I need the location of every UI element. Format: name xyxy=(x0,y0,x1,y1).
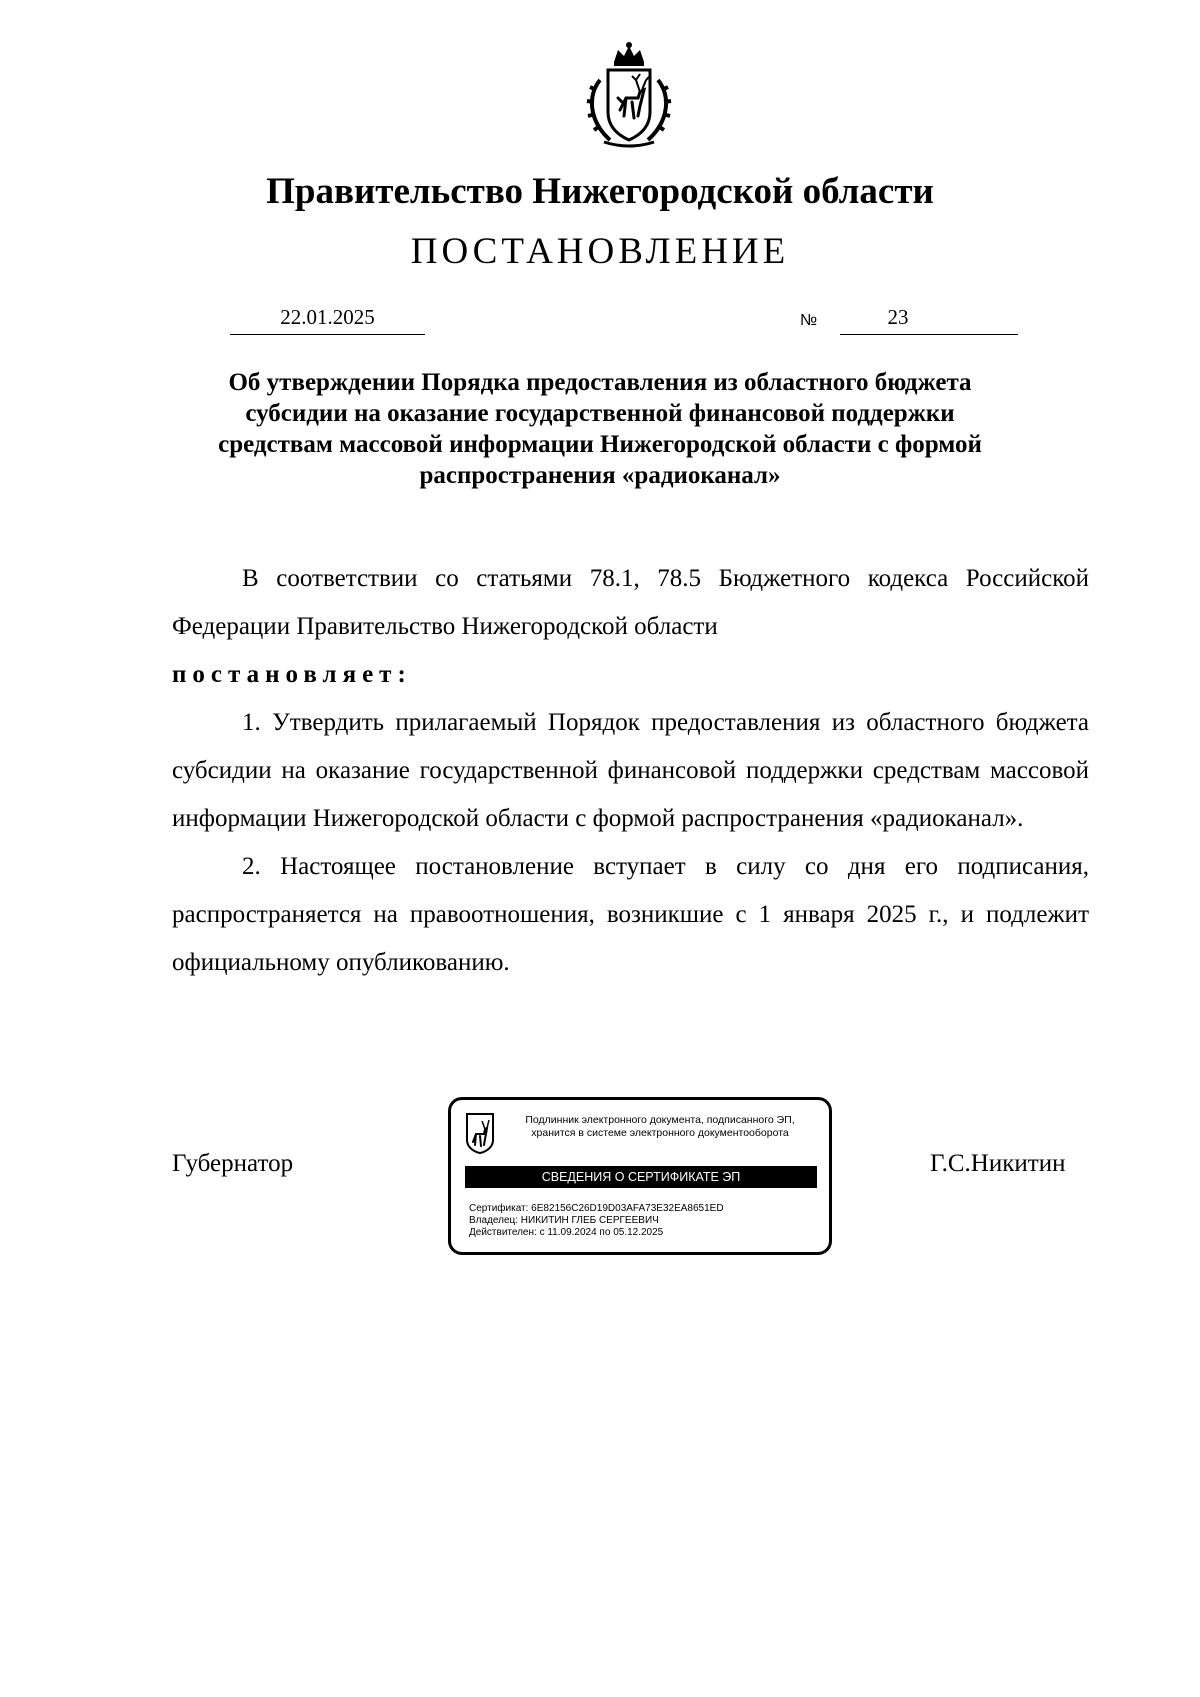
resolves-word: постановляет: xyxy=(172,661,412,688)
document-number: 23 xyxy=(887,305,909,329)
item-1: 1. Утвердить прилагаемый Порядок предоставления из областного бюджета субсидии на оказание государственной финансовой поддержки средствам массовой информации Нижегородской области с формой распространения «радиоканал». xyxy=(172,709,1089,832)
coat-of-arms-icon xyxy=(570,40,688,150)
signer-title: Губернатор xyxy=(172,1150,294,1177)
resolves-paragraph xyxy=(172,651,1089,699)
document-number-field xyxy=(840,304,1018,335)
electronic-signature-stamp xyxy=(448,1097,832,1255)
stamp-note: Подлинник электронного документа, подписанного ЭП, хранится в системе электронного документооборота xyxy=(525,1114,795,1139)
stamp-header-bar: СВЕДЕНИЯ О СЕРТИФИКАТЕ ЭП xyxy=(465,1166,817,1188)
certificate-details xyxy=(469,1203,724,1239)
deer-emblem-icon xyxy=(465,1112,495,1154)
organization-title: Правительство Нижегородской области xyxy=(266,171,934,212)
certificate-owner: Владелец: НИКИТИН ГЛЕБ СЕРГЕЕВИЧ xyxy=(469,1215,659,1226)
certificate-id: Сертификат: 6E82156C26D19D03AFA73E32EA8651ED xyxy=(469,1203,724,1214)
document-date: 22.01.2025 xyxy=(230,304,425,335)
document-body xyxy=(172,555,1089,987)
number-label: № xyxy=(800,312,818,329)
document-subject: Об утверждении Порядка предоставления из областного бюджета субсидии на оказание государственной финансовой поддержки средствам массовой информации Нижегородской области с формой распространения «радиоканал» xyxy=(218,369,982,489)
certificate-validity: Действителен: с 11.09.2024 по 05.12.2025 xyxy=(469,1227,664,1238)
signer-name: Г.С.Никитин xyxy=(930,1150,1066,1177)
item-2: 2. Настоящее постановление вступает в силу со дня его подписания, распространяется на правоотношения, возникшие с 1 января 2025 г., и подлежит официальному опубликованию. xyxy=(172,853,1089,976)
preamble: В соответствии со статьями 78.1, 78.5 Бюджетного кодекса Российской Федерации Правительство Нижегородской области xyxy=(172,565,1089,640)
document-type: ПОСТАНОВЛЕНИЕ xyxy=(410,231,790,272)
